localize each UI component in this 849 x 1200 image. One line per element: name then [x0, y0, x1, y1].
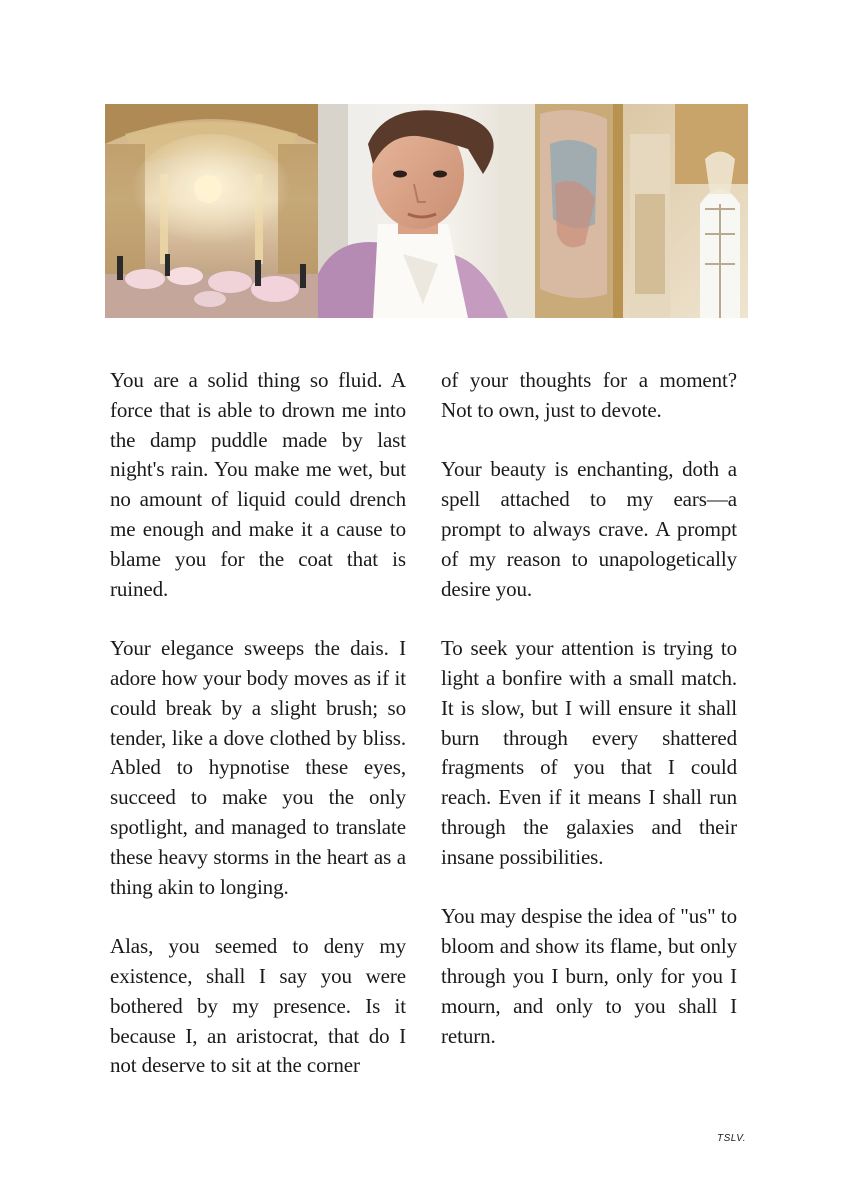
paragraph: Your elegance sweeps the dais. I adore how your body moves as if it could break by a slight brush; so tender, like a dove clothed by bliss. Abled to hypnotise these eyes, succeed to make you the only spotlight, and managed to translate these heavy storms in the heart as a thing akin to longing.	[110, 636, 406, 899]
paragraph: Alas, you seemed to deny my existence, shall I say you were bothered by my presence. Is it because I, an aristocrat, that do I not deserve to sit at the corner	[110, 934, 406, 1078]
palace-interior-photo	[535, 104, 748, 318]
photo-banner	[105, 104, 748, 318]
right-column	[441, 366, 737, 1081]
paragraph: You may despise the idea of "us" to bloom and show its flame, but only through you I burn, only for you I mourn, and only to you shall I return.	[441, 904, 737, 1048]
paragraph: Your beauty is enchanting, doth a spell attached to my ears—a prompt to always crave. A prompt of my reason to unapologetically desire you.	[441, 457, 737, 601]
ballroom-photo	[105, 104, 318, 318]
paragraph: You are a solid thing so fluid. A force that is able to drown me into the damp puddle made by last night's rain. You make me wet, but no amount of liquid could drench me enough and make it a cause to blame you for the coat that is ruined.	[110, 368, 406, 601]
poem-columns	[110, 366, 737, 1081]
paragraph: To seek your attention is trying to light a bonfire with a small match. It is slow, but I will ensure it shall burn through every shattered fragments of you that I could reach. Even if it means I shall run through the galaxies and their insane possibilities.	[441, 636, 737, 869]
left-column	[110, 366, 406, 1081]
paragraph: of your thoughts for a moment? Not to own, just to devote.	[441, 368, 737, 422]
portrait-photo	[318, 104, 535, 318]
signature: TSLV.	[717, 1133, 746, 1144]
